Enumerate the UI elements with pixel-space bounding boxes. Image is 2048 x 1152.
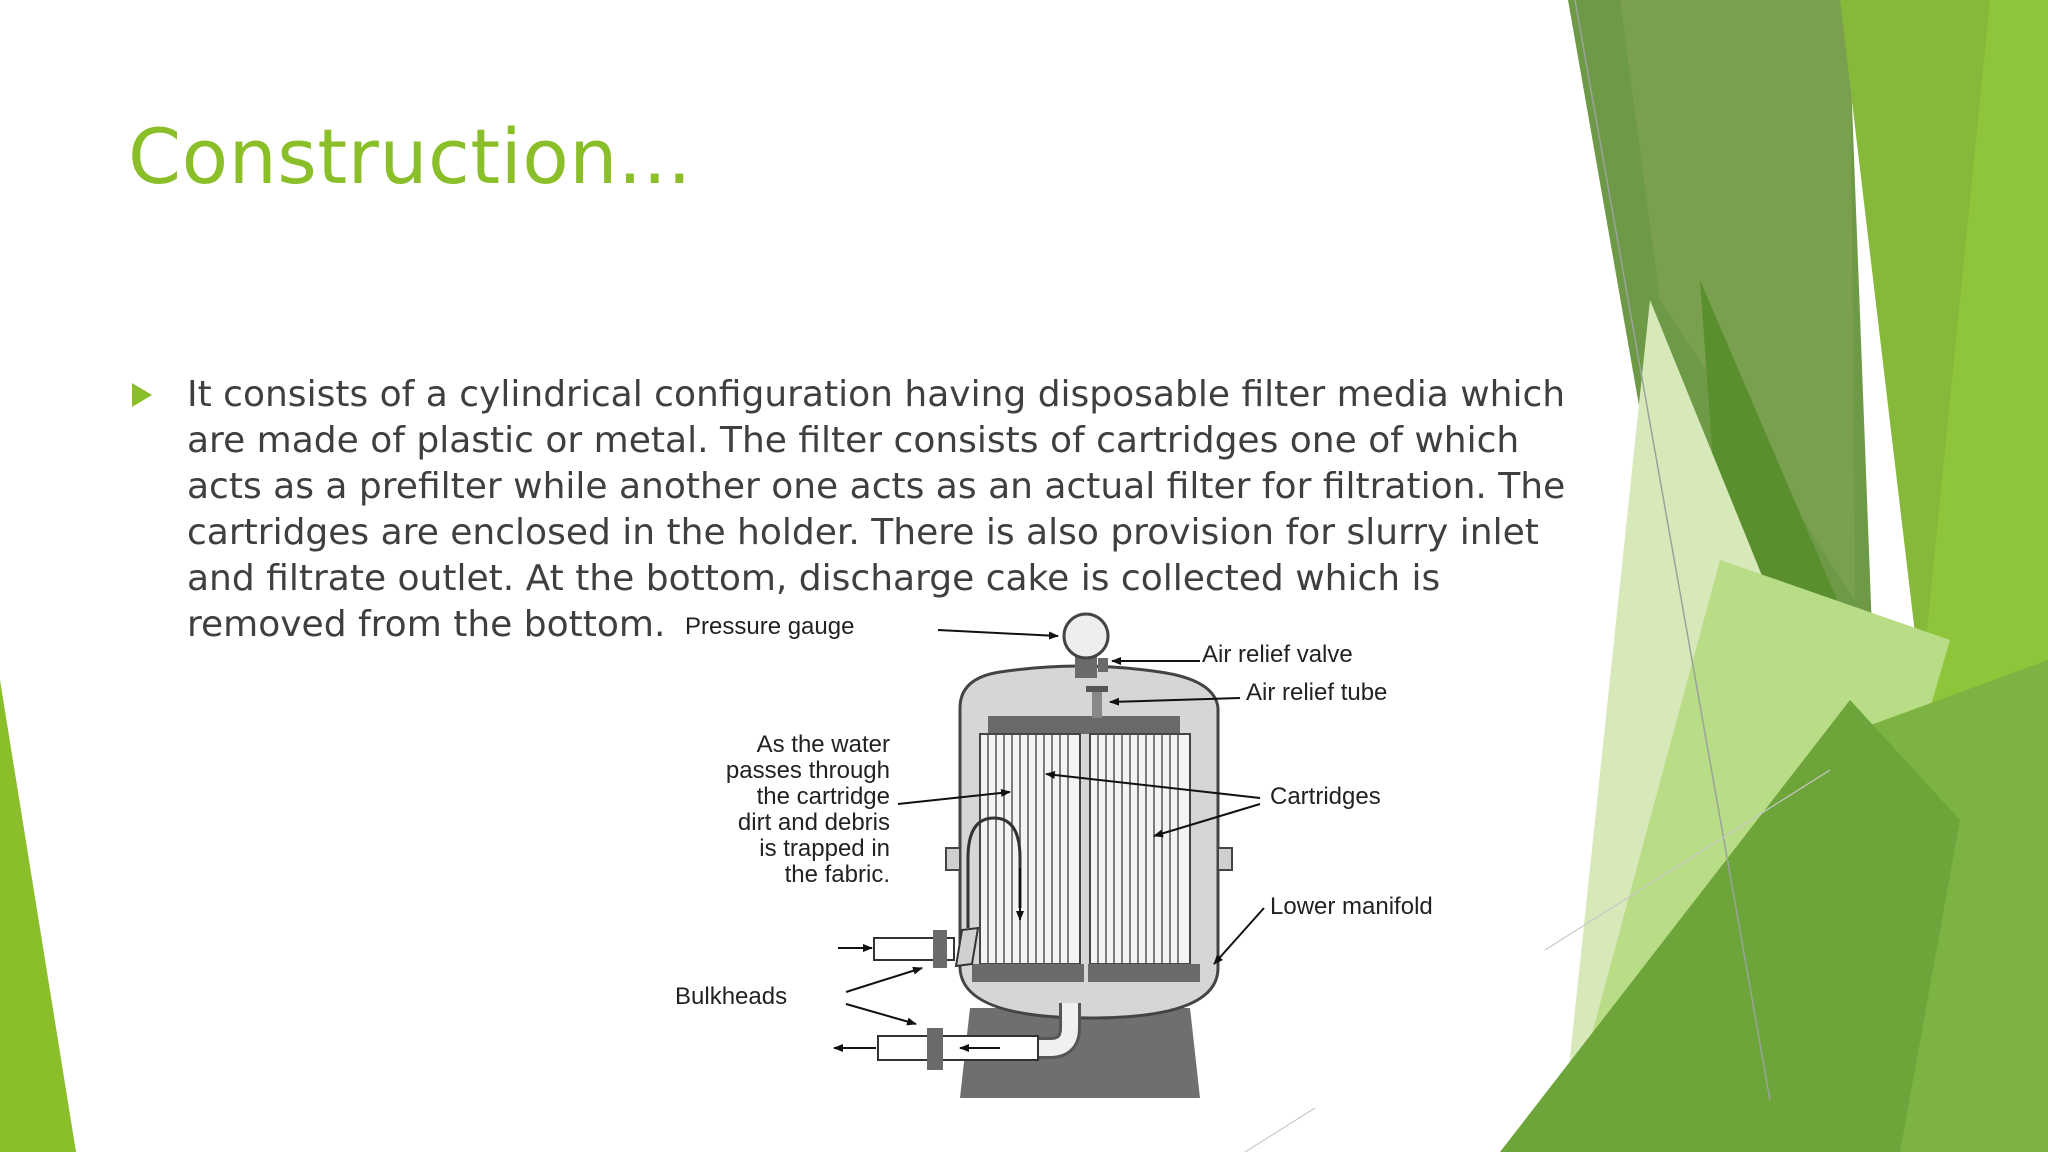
- label-bulkheads: Bulkheads: [675, 983, 788, 1010]
- bullet-text: It consists of a cylindrical configuration having disposable filter media which are made of plastic or metal. The filter consists of cartridges one of which acts as a prefilter while another one acts as an actual filter for filtration. The cartridges are enclosed in the holder. There is also provision for slurry inlet and filtrate outlet. At the bottom, discharge cake is collected which is removed from the bottom.: [187, 374, 1566, 645]
- housing-lug: [1218, 848, 1232, 870]
- bulkhead-upper: [933, 930, 947, 968]
- label-water-note: [726, 731, 890, 888]
- label-air-relief-valve: Air relief valve: [1202, 641, 1353, 668]
- svg-text:the fabric.: the fabric.: [784, 861, 890, 888]
- upper-manifold: [988, 716, 1180, 734]
- lower-manifold-plate: [972, 964, 1084, 982]
- decor-line: [1245, 1108, 1315, 1152]
- slide-title: Construction...: [128, 112, 692, 201]
- label-cartridges: Cartridges: [1270, 783, 1381, 810]
- svg-text:passes through: passes through: [725, 757, 890, 784]
- bulkhead-lower: [927, 1028, 943, 1070]
- left-green-wedge: [0, 680, 76, 1152]
- label-lower-manifold: Lower manifold: [1270, 893, 1433, 920]
- triangle-bullet-icon: [130, 382, 154, 408]
- housing-lug: [946, 848, 960, 870]
- svg-text:the cartridge: the cartridge: [756, 783, 890, 810]
- outlet-pipe: [878, 1036, 1038, 1060]
- label-air-relief-tube: Air relief tube: [1246, 679, 1388, 706]
- label-pressure-gauge: Pressure gauge: [685, 613, 855, 640]
- cartridge-filter-diagram: [650, 608, 1520, 1108]
- svg-text:dirt and debris: dirt and debris: [737, 809, 890, 836]
- air-relief-tube: [1092, 688, 1102, 718]
- pressure-gauge: [1064, 614, 1108, 658]
- lower-manifold-plate: [1088, 964, 1200, 982]
- cartridge-right: [1090, 734, 1190, 964]
- svg-text:is trapped in: is trapped in: [759, 835, 890, 862]
- cartridge-left: [980, 734, 1080, 964]
- svg-text:As the water: As the water: [756, 731, 890, 758]
